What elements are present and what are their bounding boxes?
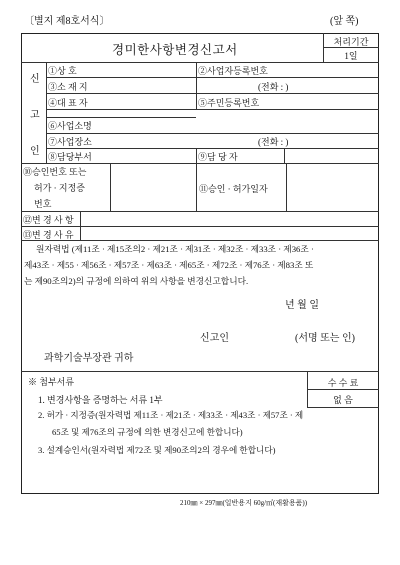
attachment-item-3: 3. 설계승인서(원자력법 제72조 및 제90조의2의 경우에 한합니다) bbox=[38, 445, 276, 455]
field-dept-label: ⑧담당부서 bbox=[48, 152, 92, 162]
field-office-name-label: ⑥사업소명 bbox=[48, 121, 92, 131]
field-resident-no-label: ⑤주민등록번호 bbox=[198, 98, 260, 108]
paper-spec-footer: 210㎜ × 297㎜(일반용지 60g/㎡(재활용품)) bbox=[180, 499, 308, 507]
approval-no-line-3: 번호 bbox=[34, 199, 52, 209]
change-reason-label: ⑬변 경 사 유 bbox=[23, 230, 74, 240]
approval-date-label: ⑪승인 · 허가일자 bbox=[199, 184, 268, 194]
applicant-side-char-1: 신 bbox=[30, 74, 40, 85]
processing-period-value: 1일 bbox=[344, 51, 358, 61]
approval-no-line-2: 허가 · 지정증 bbox=[34, 183, 85, 193]
change-item-label: ⑫변 경 사 항 bbox=[23, 215, 74, 225]
attachment-item-2: 2. 허가 · 지정증(원자력법 제11조 · 제21조 · 제33조 · 제43조 · 제57조 · 제 bbox=[38, 410, 304, 420]
applicant-side-char-3: 인 bbox=[30, 146, 40, 157]
attachment-item-2-cont: 65조 및 제76조의 규정에 의한 변경신고에 한합니다) bbox=[52, 427, 243, 437]
fee-value: 없 음 bbox=[333, 395, 353, 405]
field-office-phone: (전화 : ) bbox=[258, 137, 289, 147]
body-line-3: 는 제90조의2)의 규정에 의하여 위의 사항을 변경신고합니다. bbox=[24, 276, 249, 286]
field-address-label: ③소 재 지 bbox=[48, 82, 88, 92]
field-representative-label: ④대 표 자 bbox=[48, 98, 88, 108]
form-title: 경미한사항변경신고서 bbox=[112, 43, 238, 57]
applicant-side-char-2: 고 bbox=[30, 110, 40, 121]
field-office-location-label: ⑦사업장소 bbox=[48, 137, 92, 147]
field-biz-reg-label: ②사업자등록번호 bbox=[198, 66, 268, 76]
fee-label: 수 수 료 bbox=[327, 378, 359, 388]
body-line-2: 제43조 · 제55 · 제56조 · 제57조 · 제63조 · 제65조 · 제72조 · 제76조 · 제83조 또 bbox=[24, 260, 314, 270]
body-line-1: 원자력법 (제11조 · 제15조의2 · 제21조 · 제31조 · 제32조 · 제33조 · 제36조 · bbox=[36, 244, 314, 254]
body-date: 년 월 일 bbox=[285, 300, 319, 311]
form-number: 〔별지 제8호서식〕 bbox=[24, 16, 110, 27]
attachments-heading: ※ 첨부서류 bbox=[28, 377, 75, 387]
reporter-label: 신고인 bbox=[200, 333, 229, 344]
page-side-label: (앞 쪽) bbox=[330, 16, 359, 27]
approval-no-line-1: ⑩승인번호 또는 bbox=[23, 167, 87, 177]
field-name-label: ①상 호 bbox=[48, 66, 77, 76]
field-address-phone: (전화 : ) bbox=[258, 82, 289, 92]
processing-period-label: 처리기간 bbox=[333, 37, 369, 47]
signature-label: (서명 또는 인) bbox=[295, 333, 355, 344]
addressee: 과학기술부장관 귀하 bbox=[44, 353, 134, 364]
attachment-item-1: 1. 변경사항을 증명하는 서류 1부 bbox=[38, 395, 163, 405]
field-person-label: ⑨담 당 자 bbox=[198, 152, 238, 162]
